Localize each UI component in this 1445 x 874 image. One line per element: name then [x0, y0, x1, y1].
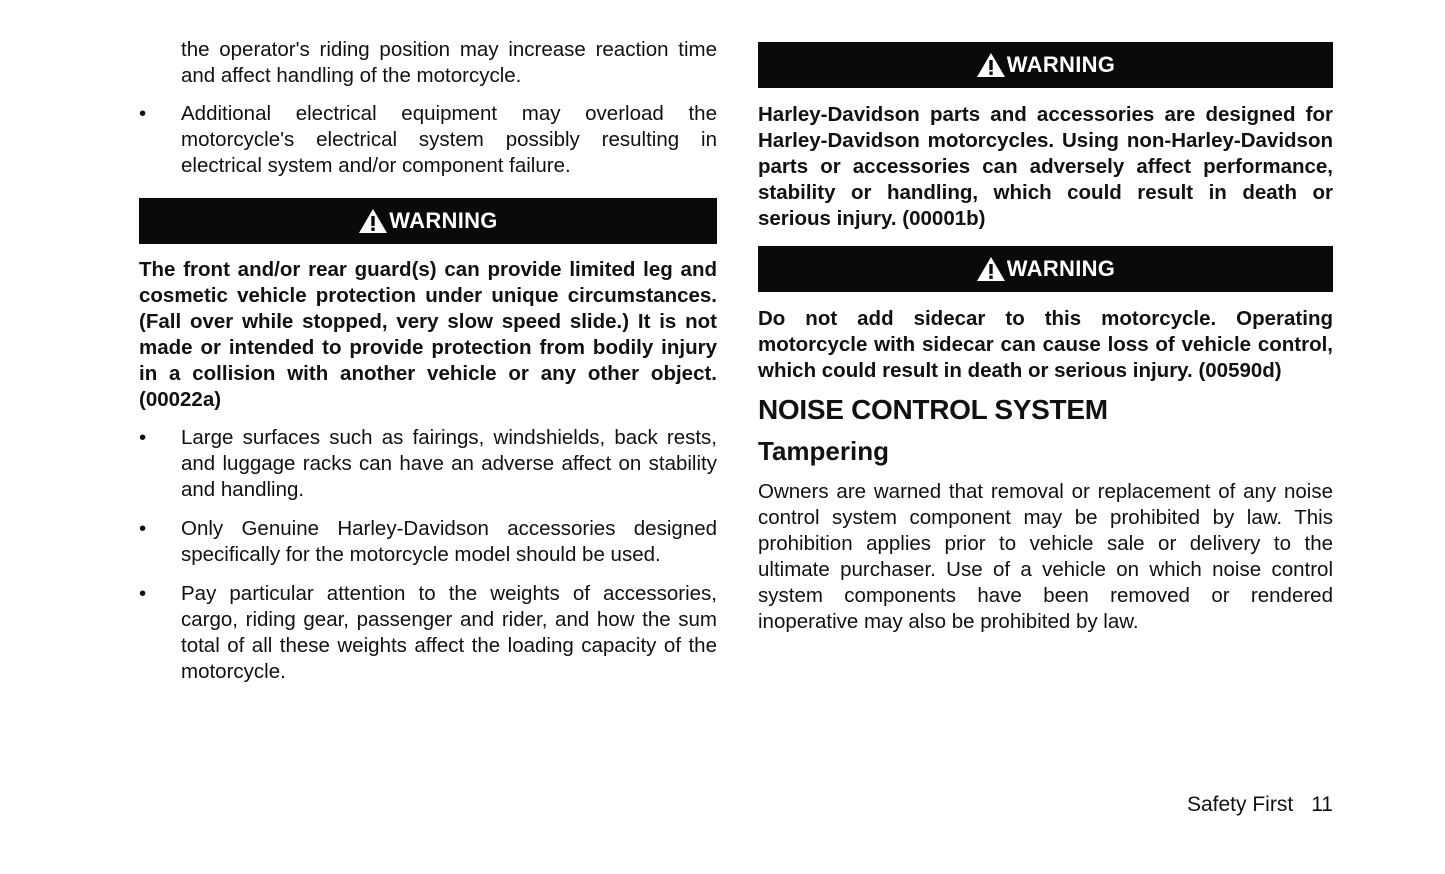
list-item [139, 425, 717, 503]
footer-section-name: Safety First [1186, 793, 1294, 816]
page-footer [1187, 793, 1333, 817]
bullet-icon: • [139, 102, 147, 125]
list-item-text: Additional electrical equipment may overload the motorcycle's electrical system possibly resulting in electrical system and/or component failure. [181, 102, 717, 177]
bullet-icon: • [139, 426, 147, 449]
bullet-icon: • [139, 517, 147, 540]
warning-triangle-icon [976, 256, 1006, 282]
list-item-text: Only Genuine Harley-Davidson accessories designed specifically for the motorcycle model should be used. [181, 517, 717, 566]
warning-banner [758, 246, 1333, 292]
bullet-icon: • [139, 582, 147, 605]
section-title: NOISE CONTROL SYSTEM [758, 394, 1108, 425]
subsection-paragraph: Owners are warned that removal or replacement of any noise control system component may be prohibited by law. This prohibition applies prior to vehicle sale or delivery to the ultimate purchaser. Use of a vehicle on which noise control system components have been removed or rendered inoperative may also be prohibited by law. [758, 480, 1333, 633]
warning-banner [758, 42, 1333, 88]
right-column [758, 0, 1333, 635]
page-number: 11 [1311, 793, 1333, 816]
warning-label: WARNING [1006, 52, 1116, 77]
warning-text: The front and/or rear guard(s) can provide limited leg and cosmetic vehicle protection under unique circumstances. (Fall over while stopped, very slow speed slide.) It is not made or intended to provide protection from bodily injury in a collision with another vehicle or any other object. (00022a) [139, 258, 717, 411]
warning-label: WARNING [1006, 256, 1116, 281]
warning-triangle-icon [358, 208, 388, 234]
left-column [139, 0, 717, 685]
list-item [139, 516, 717, 568]
warning-text: Do not add sidecar to this motorcycle. Operating motorcycle with sidecar can cause loss of vehicle control, which could result in death or serious injury. (00590d) [758, 307, 1333, 382]
warning-label: WARNING [389, 208, 498, 233]
warning-banner [139, 198, 717, 244]
list-item [139, 581, 717, 685]
list-item-text: Pay particular attention to the weights of accessories, cargo, riding gear, passenger and rider, and how the sum total of all these weights affect the loading capacity of the motorcycle. [181, 582, 717, 683]
subsection-title: Tampering [758, 436, 889, 466]
list-item-text: Large surfaces such as fairings, windshields, back rests, and luggage racks can have an adverse affect on stability and handling. [181, 426, 717, 501]
continued-paragraph: the operator's riding position may increase reaction time and affect handling of the motorcycle. [181, 38, 717, 87]
warning-text: Harley-Davidson parts and accessories are designed for Harley-Davidson motorcycles. Using non-Harley-Davidson parts or accessories can adversely affect performance, stability or handling, which could result in death or serious injury. (00001b) [758, 103, 1333, 230]
list-item [139, 101, 717, 179]
warning-triangle-icon [976, 52, 1006, 78]
